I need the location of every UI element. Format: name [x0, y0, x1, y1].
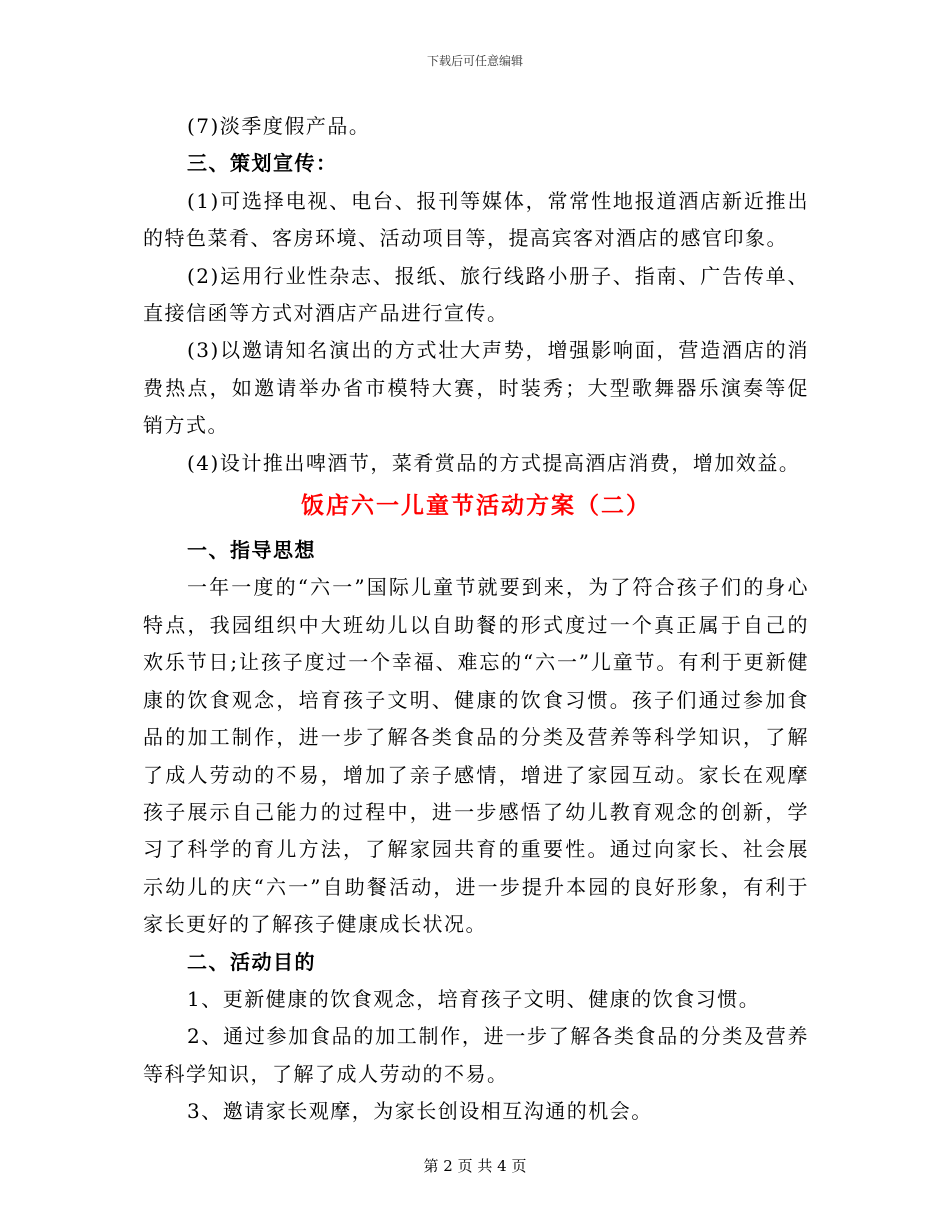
section-heading-guiding-idea: 一、指导思想	[187, 538, 316, 563]
section-heading-plan-promotion: 三、策划宣传：	[187, 151, 338, 176]
section-heading-goals: 二、活动目的	[187, 949, 316, 974]
paragraph-beer-festival: (4)设计推出啤酒节，菜肴赏品的方式提高酒店消费，增加效益。	[187, 450, 801, 475]
document-body	[143, 108, 809, 1131]
list-item-goal-3: 3、邀请家长观摩，为家长创设相互沟通的机会。	[187, 1099, 653, 1124]
document-title: 饭店六一儿童节活动方案（二）	[301, 492, 651, 520]
page-header-note: 下载后可任意编辑	[426, 54, 523, 68]
paragraph-print-ads: (2)运用行业性杂志、报纸、旅行线路小册子、指南、广告传单、直接信函等方式对酒店产品进行宣传。	[143, 263, 809, 326]
list-item-goal-2: 2、通过参加食品的加工制作，进一步了解各类食品的分类及营养等科学知识，了解了成人劳动的不易。	[143, 1024, 809, 1086]
paragraph-off-season: (7)淡季度假产品。	[187, 114, 371, 138]
paragraph-media: (1)可选择电视、电台、报刊等媒体，常常性地报道酒店新近推出的特色菜肴、客房环境、活动项目等，提高宾客对酒店的感官印象。	[143, 188, 809, 251]
paragraph-guiding-idea: 一年一度的“六一”国际儿童节就要到来，为了符合孩子们的身心特点，我园组织中大班幼儿以自助餐的形式度过一个真正属于自己的欢乐节日;让孩子度过一个幸福、难忘的“六一”儿童节。有利于更新健康的饮食观念，培育孩子文明、健康的饮食习惯。孩子们通过参加食品的加工制作，进一步了解各类食品的分类及营养等科学知识，了解了成人劳动的不易，增加了亲子感情，增进了家园互动。家长在观摩孩子展示自己能力的过程中，进一步感悟了幼儿教育观念的创新，学习了科学的育儿方法，了解家园共育的重要性。通过向家长、社会展示幼儿的庆“六一”自助餐活动，进一步提升本园的良好形象，有利于家长更好的了解孩子健康成长状况。	[143, 575, 809, 937]
paragraph-performances: (3)以邀请知名演出的方式壮大声势，增强影响面，营造酒店的消费热点，如邀请举办省市模特大赛，时装秀；大型歌舞器乐演奏等促销方式。	[143, 338, 809, 438]
list-item-goal-1: 1、更新健康的饮食观念，培育孩子文明、健康的饮食习惯。	[187, 986, 761, 1011]
page-number: 第 2 页 共 4 页	[423, 1157, 527, 1175]
